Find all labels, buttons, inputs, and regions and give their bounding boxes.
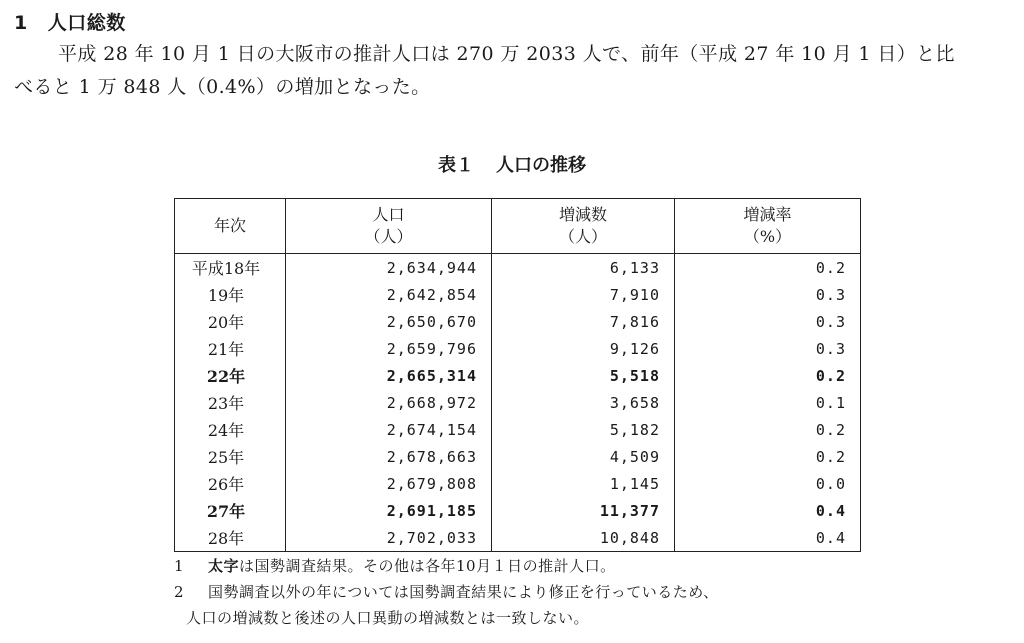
summary-line-1: 平成 28 年 10 月 1 日の大阪市の推計人口は 270 万 2033 人で、前年（平成 27 年 10 月 1 日）と比 [58, 43, 955, 65]
change-cell: 4,509 [492, 443, 675, 470]
header-change [492, 199, 675, 254]
year-cell: 26年 [175, 470, 286, 497]
population-cell: 2,650,670 [286, 308, 492, 335]
table-row [175, 416, 861, 443]
year-cell: 21年 [175, 335, 286, 362]
population-cell: 2,659,796 [286, 335, 492, 362]
header-year [175, 199, 286, 254]
rate-cell: 0.2 [675, 443, 861, 470]
change-cell: 3,658 [492, 389, 675, 416]
table-row [175, 497, 861, 524]
rate-cell: 0.3 [675, 308, 861, 335]
summary-line-2: べると 1 万 848 人（0.4%）の増加となった。 [14, 76, 431, 98]
population-cell: 2,665,314 [286, 362, 492, 389]
table-title: 人口の推移 [496, 155, 586, 176]
year-cell: 20年 [175, 308, 286, 335]
section-number: 1 [14, 12, 28, 34]
table-row [175, 443, 861, 470]
population-cell: 2,678,663 [286, 443, 492, 470]
year-cell: 23年 [175, 389, 286, 416]
population-cell: 2,634,944 [286, 254, 492, 282]
rate-cell: 0.2 [675, 416, 861, 443]
table-caption [0, 151, 1024, 177]
change-cell: 11,377 [492, 497, 675, 524]
change-cell: 5,518 [492, 362, 675, 389]
population-table [174, 198, 861, 552]
header-rate [675, 199, 861, 254]
header-change-label: 増減数 [558, 205, 607, 224]
footnote-1 [174, 553, 719, 579]
footnote-1-text: は国勢調査結果。その他は各年10月１日の推計人口。 [239, 557, 616, 575]
table-row [175, 470, 861, 497]
year-cell: 27年 [175, 497, 286, 524]
footnote-2-text: 国勢調査以外の年については国勢調査結果により修正を行っているため、 [208, 583, 719, 601]
rate-cell: 0.3 [675, 335, 861, 362]
change-cell: 9,126 [492, 335, 675, 362]
table-row [175, 254, 861, 282]
section-title: 人口総数 [47, 12, 126, 34]
footnote-1-bold: 太字 [208, 557, 240, 575]
rate-cell: 0.2 [675, 362, 861, 389]
change-cell: 5,182 [492, 416, 675, 443]
change-cell: 7,816 [492, 308, 675, 335]
header-rate-label: 増減率 [743, 205, 792, 224]
rate-cell: 0.3 [675, 281, 861, 308]
change-cell: 6,133 [492, 254, 675, 282]
rate-cell: 0.2 [675, 254, 861, 282]
year-cell: 24年 [175, 416, 286, 443]
population-cell: 2,679,808 [286, 470, 492, 497]
year-cell: 28年 [175, 524, 286, 552]
header-year-label: 年次 [213, 216, 246, 235]
header-change-unit: （人） [558, 227, 607, 246]
section-heading [14, 8, 126, 35]
table-header-row [175, 199, 861, 254]
year-cell: 22年 [175, 362, 286, 389]
table-row [175, 524, 861, 552]
change-cell: 7,910 [492, 281, 675, 308]
table-row [175, 362, 861, 389]
year-cell: 19年 [175, 281, 286, 308]
table-row [175, 308, 861, 335]
summary-paragraph [14, 38, 1014, 104]
rate-cell: 0.1 [675, 389, 861, 416]
footnote-1-number: 1 [174, 557, 185, 575]
header-population [286, 199, 492, 254]
table-row [175, 335, 861, 362]
header-population-unit: （人） [364, 227, 413, 246]
population-cell: 2,668,972 [286, 389, 492, 416]
header-rate-unit: （%） [743, 227, 792, 246]
population-cell: 2,674,154 [286, 416, 492, 443]
footnote-2-continued [174, 605, 719, 631]
table-number: 表１ [438, 155, 474, 176]
change-cell: 1,145 [492, 470, 675, 497]
rate-cell: 0.4 [675, 524, 861, 552]
footnote-2-cont-text: 人口の増減数と後述の人口異動の増減数とは一致しない。 [186, 609, 590, 627]
change-cell: 10,848 [492, 524, 675, 552]
population-cell: 2,642,854 [286, 281, 492, 308]
year-cell: 25年 [175, 443, 286, 470]
table-row [175, 281, 861, 308]
header-population-label: 人口 [372, 205, 405, 224]
table-body [175, 254, 861, 552]
rate-cell: 0.0 [675, 470, 861, 497]
footnote-2 [174, 579, 719, 605]
year-cell: 平成18年 [175, 254, 286, 282]
table-row [175, 389, 861, 416]
footnote-2-number: 2 [174, 583, 185, 601]
rate-cell: 0.4 [675, 497, 861, 524]
population-cell: 2,691,185 [286, 497, 492, 524]
footnotes [174, 553, 719, 631]
population-cell: 2,702,033 [286, 524, 492, 552]
